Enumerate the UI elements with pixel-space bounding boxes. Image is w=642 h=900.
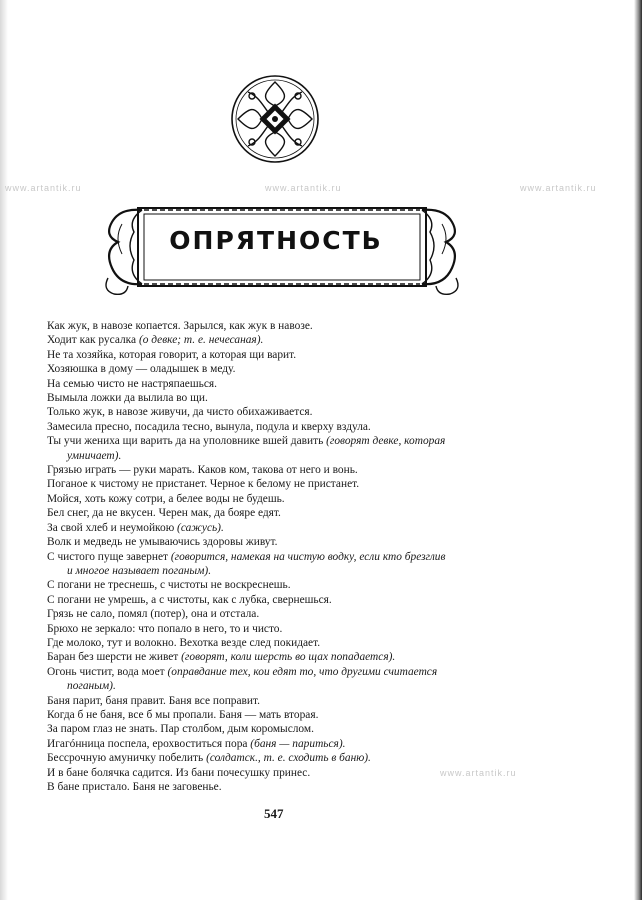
proverb-text: Баран без шерсти не живет (47, 651, 182, 664)
proverb-list (47, 319, 592, 794)
proverb-line (47, 722, 592, 736)
proverb-line (47, 550, 592, 564)
proverb-text: В бане пристало. Баня не заговенье. (47, 781, 222, 793)
proverb-line (47, 650, 592, 664)
proverb-note: (говорится, намекая на чистую водку, если кто брезглив (170, 550, 446, 563)
proverb-text: Бессрочную амуничку побелить (47, 752, 207, 765)
proverb-line (47, 679, 592, 693)
proverb-note: умничает). (67, 449, 122, 462)
proverb-text: Грязью играть — руки марать. Каков ком, такова от него и вонь. (47, 464, 358, 477)
proverb-line (47, 391, 592, 405)
page-title: ОПРЯТНОСТЬ (169, 226, 383, 255)
proverb-note: (оправдание тех, кои едят то, что другими считается (167, 665, 438, 678)
watermark: www.artantik.ru (265, 183, 342, 193)
proverb-line (47, 766, 592, 780)
proverb-text: С чистого пуще завернет (47, 550, 171, 563)
proverb-line (47, 405, 592, 419)
proverb-line (47, 593, 592, 607)
proverb-text: Не та хозяйка, которая говорит, а которая щи варит. (47, 348, 297, 361)
proverb-line (47, 564, 592, 578)
proverb-note: поганым). (67, 680, 116, 693)
proverb-note: и многое называет поганым). (67, 564, 212, 577)
proverb-text: За свой хлеб и неумойкою (47, 521, 178, 534)
proverb-line (47, 506, 592, 520)
proverb-note: (говорят девке, которая (326, 435, 446, 448)
proverb-line (47, 377, 592, 391)
proverb-text: Когда б не баня, все б мы пропали. Баня — мать вторая. (47, 708, 319, 721)
proverb-line (47, 434, 592, 448)
proverb-line (47, 319, 592, 333)
proverb-note: (о девке; т. е. нечесаная). (138, 334, 264, 347)
proverb-text: Огонь чистит, вода моет (47, 665, 168, 678)
proverb-text: Как жук, в навозе копается. Зарылся, как жук в навозе. (47, 320, 313, 332)
proverb-text: Игагóнница поспела, ерохвоститься пора (47, 737, 251, 750)
proverb-text: Замесила пресно, посадила тесно, вынула, подула и кверху вздула. (47, 420, 371, 433)
watermark: www.artantik.ru (5, 183, 82, 193)
proverb-note: (баня — париться). (250, 737, 346, 750)
proverb-line (47, 535, 592, 549)
proverb-note: (говорят, коли шерсть во щах попадается). (181, 651, 396, 664)
proverb-text: Волк и медведь не умываючись здоровы живут. (47, 536, 278, 549)
proverb-text: Только жук, в навозе живучи, да чисто обихаживается. (47, 406, 313, 419)
page-edge-left (0, 0, 8, 900)
proverb-text: И в бане болячка садится. Из бани почесушку принес. (47, 766, 311, 779)
proverb-note: (солдатск., т. е. сходить в баню). (206, 752, 371, 765)
proverb-text: Ты учи жениха щи варить да на уполовнике вшей давить (47, 435, 327, 448)
proverb-line (47, 751, 592, 765)
proverb-text: За паром глаз не знать. Пар столбом, дым коромыслом. (47, 723, 314, 736)
proverb-note: (сажусь). (177, 521, 224, 534)
proverb-line (47, 420, 592, 434)
proverb-line (47, 737, 592, 751)
proverb-text: Где молоко, тут и волокно. Вехотка везде след покидает. (47, 636, 321, 649)
proverb-text: Баня парит, баня правит. Баня все поправит. (47, 694, 260, 707)
proverb-text: Грязь не сало, помял (потер), она и отстала. (47, 608, 260, 621)
proverb-line (47, 665, 592, 679)
ornament-medallion-icon (230, 74, 320, 164)
proverb-text: Брюхо не зеркало: что попало в него, то и чисто. (47, 622, 283, 635)
proverb-line (47, 708, 592, 722)
proverb-text: Хозяюшка в дому — оладышек в меду. (47, 363, 236, 376)
proverb-text: Ходит как русалка (47, 334, 139, 347)
proverb-line (47, 463, 592, 477)
proverb-line (47, 362, 592, 376)
proverb-text: С погани не умрешь, а с чистоты, как с лубка, свернешься. (47, 593, 332, 606)
proverb-text: Мойся, хоть кожу сотри, а белее воды не будешь. (47, 492, 285, 505)
proverb-text: Поганое к чистому не пристанет. Черное к белому не пристанет. (47, 478, 360, 491)
watermark: www.artantik.ru (520, 183, 597, 193)
proverb-line (47, 636, 592, 650)
proverb-line (47, 694, 592, 708)
watermark: www.artantik.ru (440, 768, 517, 778)
proverb-line (47, 622, 592, 636)
proverb-text: Вымыла ложки да вылила во щи. (47, 392, 208, 405)
proverb-line (47, 578, 592, 592)
proverb-line (47, 333, 592, 347)
page-edge-right (634, 0, 642, 900)
proverb-text: Бел снег, да не вкусен. Черен мак, да бояре едят. (47, 507, 281, 520)
proverb-text: С погани не треснешь, с чистоты не воскреснешь. (47, 579, 291, 592)
proverb-line (47, 449, 592, 463)
proverb-line (47, 607, 592, 621)
proverb-line (47, 348, 592, 362)
proverb-line (47, 521, 592, 535)
proverb-text: На семью чисто не настряпаешься. (47, 377, 217, 390)
page-number: 547 (264, 806, 284, 821)
proverb-line (47, 492, 592, 506)
proverb-line (47, 477, 592, 491)
proverb-line (47, 780, 592, 794)
